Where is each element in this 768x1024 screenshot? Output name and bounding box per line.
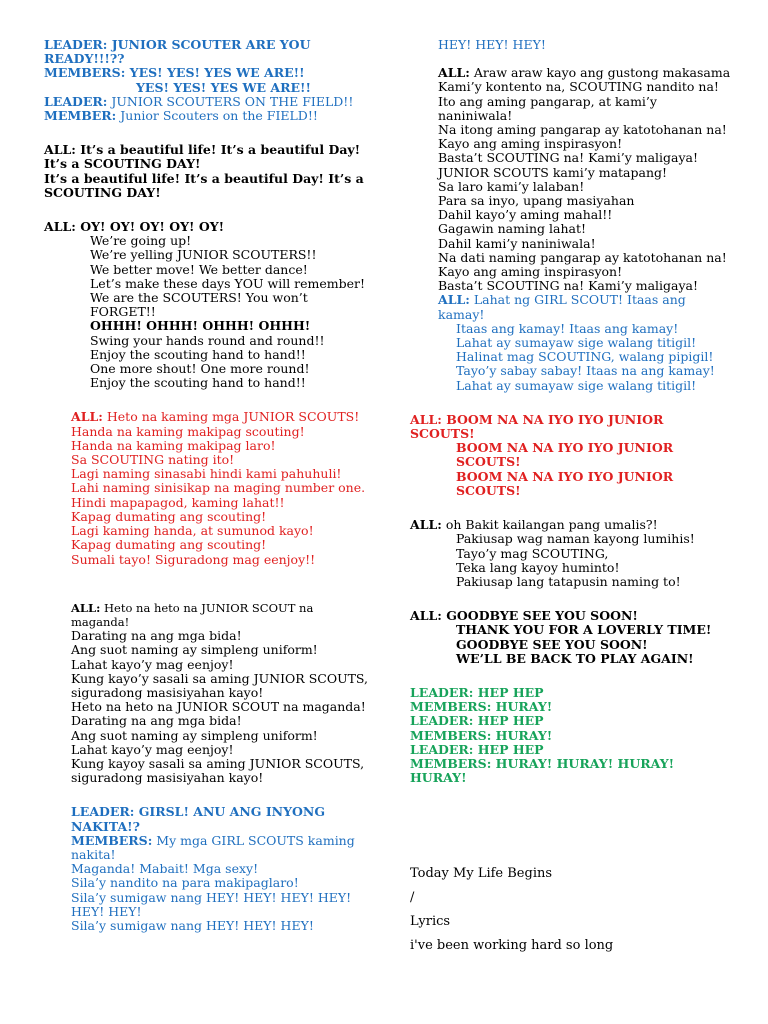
verse-line: Kapag dumating ang scouting! <box>71 508 267 524</box>
verse-line: Kung kayo’y sasali sa aming JUNIOR SCOUTS, siguradong masisiyahan kayo! <box>71 670 369 700</box>
verse-line: We better move! We better dance! <box>90 261 308 277</box>
verse-line: Darating na ang mga bida! <box>71 713 242 729</box>
speaker-label: MEMBERS: <box>71 832 153 848</box>
verse-line: JUNIOR SCOUTS kami’y matapang! <box>438 164 668 180</box>
verse-line: Dahil kami’y naniniwala! <box>438 235 596 251</box>
verse-line: Na dati naming pangarap ay katotohanan na! <box>438 249 727 265</box>
verse-line: Pakiusap wag naman kayong lumihis! <box>456 531 695 547</box>
speaker-label: ALL: <box>438 292 470 308</box>
verse-line: Lahat kayo’y mag eenjoy! <box>71 656 234 672</box>
verse-line-text: JUNIOR SCOUTERS ON THE FIELD!! <box>107 93 354 109</box>
speaker-label: ALL: <box>438 65 470 81</box>
verse-heading: ALL: OY! OY! OY! OY! OY! <box>44 219 225 235</box>
speaker-label: ALL: <box>410 517 442 533</box>
hep-block <box>410 686 732 785</box>
speaker-label: LEADER: <box>44 93 108 109</box>
verse-line: Sa laro kami’y lalaban! <box>438 178 585 194</box>
cheer-line: MEMBERS: HURAY! <box>410 727 553 743</box>
verse-line: Hindi mapapagod, kaming lahat!! <box>71 494 285 510</box>
verse-line: We’re going up! <box>90 233 192 249</box>
verse-line-text: Let’s make these days YOU will remember! <box>90 275 366 291</box>
verse-line: Itaas ang kamay! Itaas ang kamay! <box>456 320 679 336</box>
verse-heading <box>410 518 732 532</box>
verse-line: Ang suot naming ay simpleng uniform! <box>71 727 318 743</box>
verse-line <box>44 277 374 291</box>
verse-line: We are the SCOUTERS! You won’t FORGET!! <box>90 290 308 320</box>
verse-line: Lagi naming sinasabi hindi kami pahuhuli! <box>71 466 342 482</box>
verse-line: Ito ang aming pangarap, at kami’y naniniwala! <box>438 93 657 123</box>
verse-line: Kami’y kontento na, SCOUTING nandito na! <box>438 79 719 95</box>
left-column <box>44 38 374 933</box>
verse-line: Para sa inyo, upang masiyahan <box>438 193 635 209</box>
verse-line: Handa na kaming makipag laro! <box>71 437 276 453</box>
verse-line-text: My mga GIRL SCOUTS kaming nakita! <box>71 832 355 862</box>
verse-line: Maganda! Mabait! Mga sexy! <box>71 861 259 877</box>
verse-line: Kung kayoy sasali sa aming JUNIOR SCOUTS, siguradong masisiyahan kayo! <box>71 755 365 786</box>
verse-line: Lahat ay sumayaw sige walang titigil! <box>456 335 697 351</box>
beautiful-block <box>44 143 374 200</box>
verse-line: Sila’y nandito na para makipaglaro! <box>71 875 299 891</box>
cheer-line: MEMBERS: HURAY! <box>410 699 553 715</box>
verse-line: Sa SCOUTING nating ito! <box>71 452 235 468</box>
verse-line: Kayo ang aming inspirasyon! <box>438 264 623 280</box>
verse-line: Ang suot naming ay simpleng uniform! <box>71 642 318 658</box>
verse-line: Halinat mag SCOUTING, walang pipigil! <box>456 349 714 365</box>
verse-line: Sumali tayo! Siguradong mag eenjoy!! <box>71 551 316 567</box>
verse-heading: ALL: GOODBYE SEE YOU SOON! <box>410 608 638 624</box>
verse-heading: ALL: BOOM NA NA IYO IYO JUNIOR SCOUTS! <box>410 411 664 442</box>
heto-block <box>44 601 374 786</box>
verse-line: BOOM NA NA IYO IYO JUNIOR SCOUTS! <box>456 468 674 498</box>
intro-line <box>44 109 374 123</box>
verse-line: Na itong aming pangarap ay katotohanan na! <box>438 122 727 138</box>
verse-line: Heto na heto na JUNIOR SCOUT na maganda! <box>71 699 366 715</box>
verse-line: Tayo’y sabay sabay! Itaas na ang kamay! <box>456 363 715 379</box>
verse-line: We’re yelling JUNIOR SCOUTERS!! <box>90 247 317 263</box>
separator: / <box>410 890 415 905</box>
verse-line: Lahat kayo’y mag eenjoy! <box>71 741 234 757</box>
intro-line <box>44 95 374 109</box>
verse-line: BOOM NA NA IYO IYO JUNIOR SCOUTS! <box>456 440 674 470</box>
boom-block <box>410 413 732 498</box>
goodbye-block <box>410 609 732 666</box>
verse-line: Kapag dumating ang scouting! <box>71 537 267 553</box>
verse-line: One more shout! One more round! <box>90 361 310 377</box>
verse-line: ALL: It’s a beautiful life! It’s a beautiful Day! It’s a SCOUTING DAY! <box>44 142 361 172</box>
intro-line: LEADER: JUNIOR SCOUTER ARE YOU READY!!!?? <box>44 37 311 67</box>
speaker-label: ALL: <box>71 409 103 425</box>
intro-block <box>44 38 374 123</box>
right-column <box>410 38 732 785</box>
verse-line: Enjoy the scouting hand to hand!! <box>90 346 306 362</box>
intro-line: YES! YES! YES WE ARE!! <box>136 79 311 95</box>
araw-block <box>410 66 732 293</box>
red-block <box>44 410 374 566</box>
speaker-label: MEMBER: <box>44 108 117 124</box>
verse-line: Sila’y sumigaw nang HEY! HEY! HEY! HEY! HEY! HEY! <box>71 889 352 919</box>
verse-line: Basta’t SCOUTING na! Kami’y maligaya! <box>438 150 699 166</box>
verse-line: Handa na kaming makipag scouting! <box>71 423 305 439</box>
verse-line: Dahil kayo’y aming mahal!! <box>438 207 613 223</box>
verse-heading <box>44 834 374 862</box>
verse-line-text: Lahat ng GIRL SCOUT! Itaas ang kamay! <box>438 292 686 322</box>
verse-line: Lahat ay sumayaw sige walang titigil! <box>456 377 697 393</box>
verse-line-text: oh Bakit kailangan pang umalis?! <box>441 517 658 533</box>
verse-heading: LEADER: GIRSL! ANU ANG INYONG NAKITA!? <box>71 804 326 834</box>
lyric-line: i've been working hard so long <box>410 938 614 953</box>
verse-line: Sila’y sumigaw nang HEY! HEY! HEY! <box>71 917 314 933</box>
itaas-block <box>410 293 732 392</box>
verse-heading <box>410 293 732 321</box>
cheer-line: MEMBERS: HURAY! HURAY! HURAY! HURAY! <box>410 755 675 786</box>
speaker-label: ALL: <box>71 600 101 615</box>
cheer-line: LEADER: HEP HEP <box>410 741 544 757</box>
verse-line-text: Junior Scouters on the FIELD!! <box>116 108 318 124</box>
verse-line: Kayo ang aming inspirasyon! <box>438 136 623 152</box>
verse-heading <box>410 66 732 80</box>
verse-line: THANK YOU FOR A LOVERLY TIME! <box>456 622 712 638</box>
verse-line: Tayo’y mag SCOUTING, <box>456 545 609 561</box>
verse-line: HEY! HEY! HEY! <box>438 37 546 52</box>
oy-block <box>44 220 374 390</box>
verse-line: OHHH! OHHH! OHHH! OHHH! <box>90 318 311 334</box>
verse-line-text: Araw araw kayo ang gustong makasama <box>469 65 731 81</box>
verse-line: Lahi naming sinisikap na maging number one. <box>71 480 366 496</box>
verse-line: It’s a beautiful life! It’s a beautiful Day! It’s a SCOUTING DAY! <box>44 170 364 200</box>
footer-block <box>410 862 732 958</box>
verse-line: GOODBYE SEE YOU SOON! <box>456 636 648 652</box>
verse-line: Enjoy the scouting hand to hand!! <box>90 375 306 391</box>
verse-heading <box>44 410 374 424</box>
lyrics-label: Lyrics <box>410 914 451 929</box>
girls-block <box>44 805 374 933</box>
intro-line: MEMBERS: YES! YES! YES WE ARE!! <box>44 65 305 81</box>
verse-line: Pakiusap lang tatapusin naming to! <box>456 573 681 589</box>
cheer-line: LEADER: HEP HEP <box>410 684 544 700</box>
verse-line: WE’LL BE BACK TO PLAY AGAIN! <box>456 650 694 666</box>
verse-line: Teka lang kayoy huminto! <box>456 559 620 575</box>
verse-line: Lagi kaming handa, at sumunod kayo! <box>71 523 314 539</box>
verse-line: Darating na ang mga bida! <box>71 628 242 644</box>
verse-line: Basta’t SCOUTING na! Kami’y maligaya! <box>438 278 699 294</box>
verse-line: Gagawin naming lahat! <box>438 221 586 237</box>
verse-line: Swing your hands round and round!! <box>90 332 325 348</box>
verse-heading <box>44 601 374 629</box>
song-title: Today My Life Begins <box>410 866 553 881</box>
verse-line-text: Heto na kaming mga JUNIOR SCOUTS! <box>102 409 360 425</box>
verse-line-text: Heto na heto na JUNIOR SCOUT na maganda! <box>71 600 314 629</box>
bakit-block <box>410 518 732 589</box>
cheer-line: LEADER: HEP HEP <box>410 713 544 729</box>
